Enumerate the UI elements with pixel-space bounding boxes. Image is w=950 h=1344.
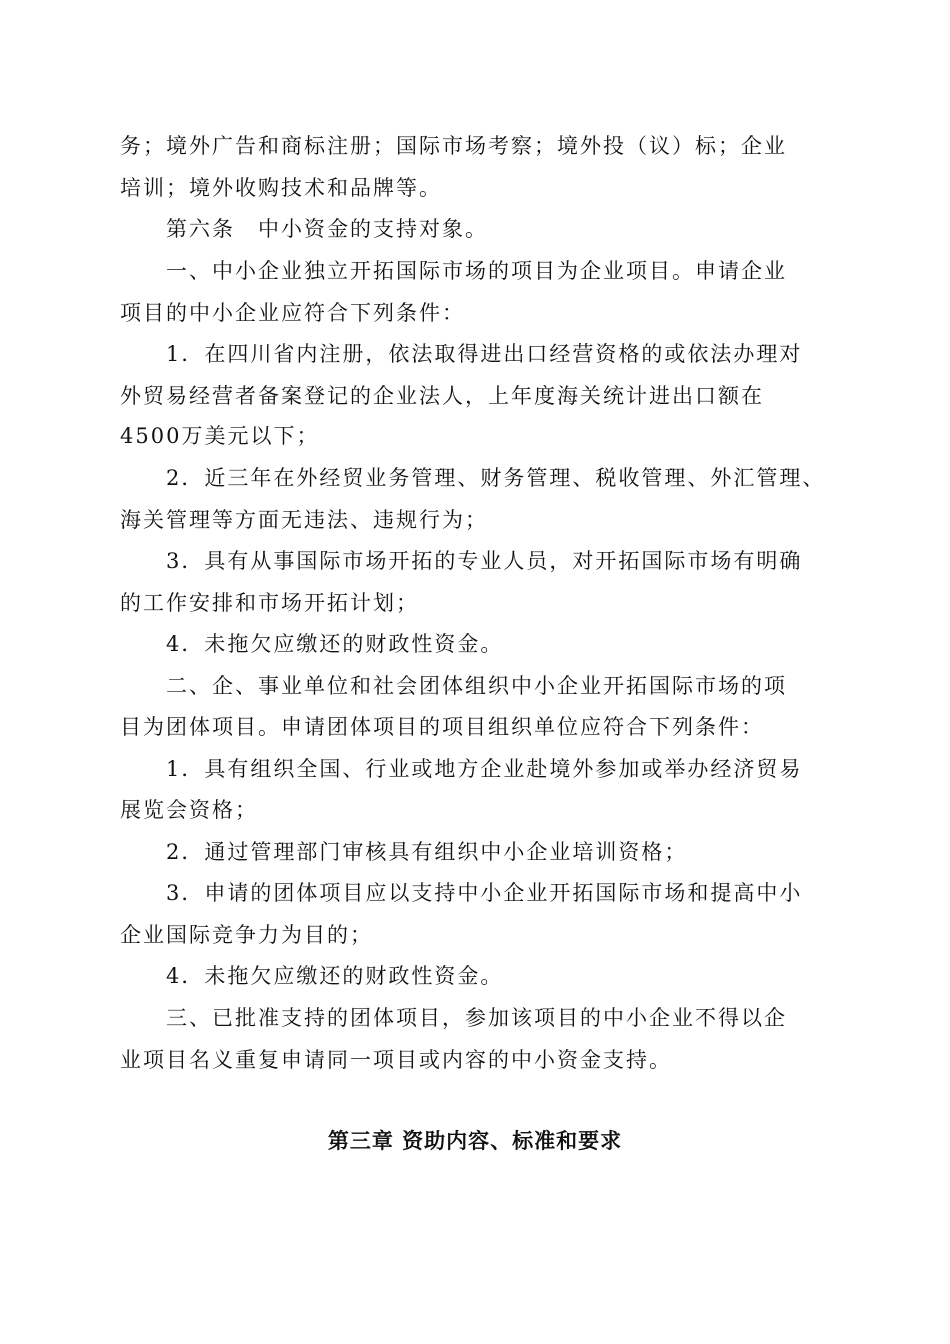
text-line: 业项目名义重复申请同一项目或内容的中小资金支持。	[120, 1048, 672, 1072]
text-line: 3．具有从事国际市场开拓的专业人员，对开拓国际市场有明确	[166, 549, 803, 573]
text-line: 2．通过管理部门审核具有组织中小企业培训资格；	[166, 840, 688, 864]
text-line: 目为团体项目。申请团体项目的项目组织单位应符合下列条件：	[120, 715, 764, 739]
chapter-heading: 第三章 资助内容、标准和要求	[327, 1129, 623, 1153]
text-line: 1．具有组织全国、行业或地方企业赴境外参加或举办经济贸易	[166, 757, 803, 781]
text-line: 项目的中小企业应符合下列条件：	[120, 301, 465, 325]
text-line: 3．申请的团体项目应以支持中小企业开拓国际市场和提高中小	[166, 881, 803, 905]
text-line: 务；境外广告和商标注册；国际市场考察；境外投（议）标；企业	[120, 134, 787, 158]
text-line: 一、中小企业独立开拓国际市场的项目为企业项目。申请企业	[166, 259, 787, 283]
text-line: 2．近三年在外经贸业务管理、财务管理、税收管理、外汇管理、	[166, 466, 826, 490]
text-line: 4．未拖欠应缴还的财政性资金。	[166, 632, 504, 656]
text-line: 企业国际竞争力为目的；	[120, 923, 373, 947]
article-heading: 第六条 中小资金的支持对象。	[166, 217, 488, 241]
text-line: 海关管理等方面无违法、违规行为；	[120, 508, 488, 532]
text-line: 4．未拖欠应缴还的财政性资金。	[166, 964, 504, 988]
text-line: 培训；境外收购技术和品牌等。	[120, 176, 442, 200]
text-line: 4500万美元以下；	[120, 424, 320, 448]
text-line: 二、企、事业单位和社会团体组织中小企业开拓国际市场的项	[166, 674, 787, 698]
text-line: 外贸易经营者备案登记的企业法人，上年度海关统计进出口额在	[120, 384, 764, 408]
text-line: 展览会资格；	[120, 798, 258, 822]
text-line: 的工作安排和市场开拓计划；	[120, 591, 419, 615]
text-line: 1．在四川省内注册，依法取得进出口经营资格的或依法办理对	[166, 342, 803, 366]
text-line: 三、已批准支持的团体项目，参加该项目的中小企业不得以企	[166, 1006, 787, 1030]
